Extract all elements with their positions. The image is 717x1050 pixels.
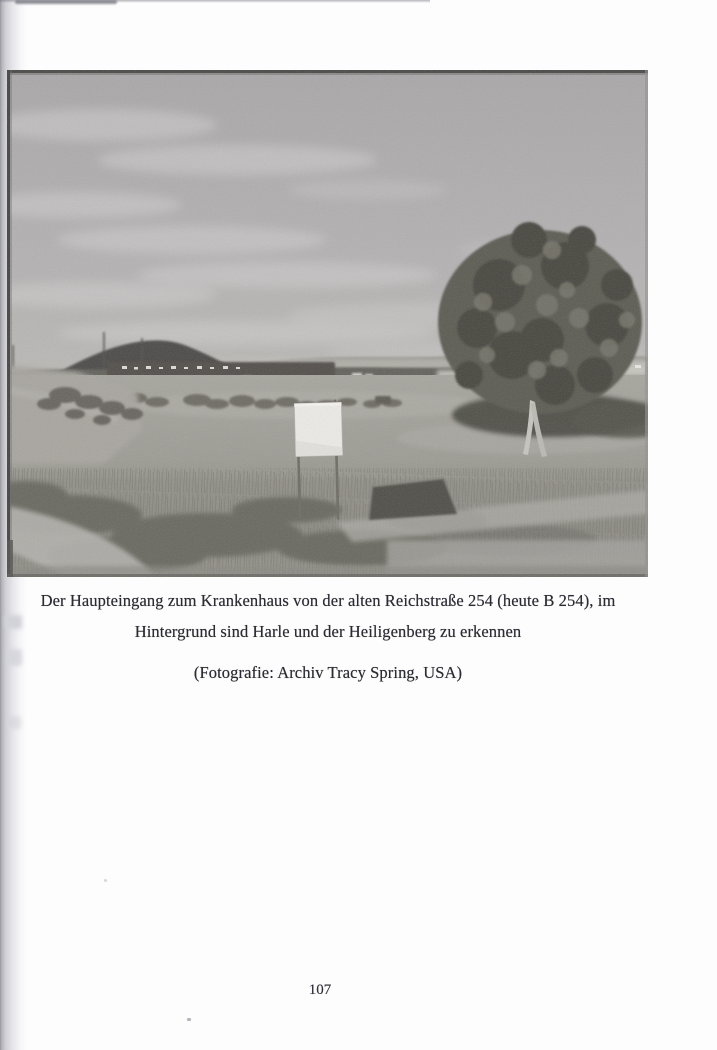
photograph [7, 70, 648, 577]
caption-line-1: Der Haupteingang zum Krankenhaus von der alten Reichstraße 254 (heute B 254), im [40, 591, 616, 610]
top-left-scan-mark [15, 0, 117, 4]
page-number: 107 [308, 982, 332, 998]
scan-speck [187, 1018, 191, 1021]
margin-smudge [8, 716, 21, 729]
photo-scene [7, 70, 648, 577]
scan-speck [104, 879, 107, 882]
caption-line-2: Hintergrund sind Harle und der Heiligenberg zu erkennen [134, 622, 522, 641]
film-grain [7, 70, 648, 577]
caption-credit: (Fotografie: Archiv Tracy Spring, USA) [193, 663, 463, 682]
